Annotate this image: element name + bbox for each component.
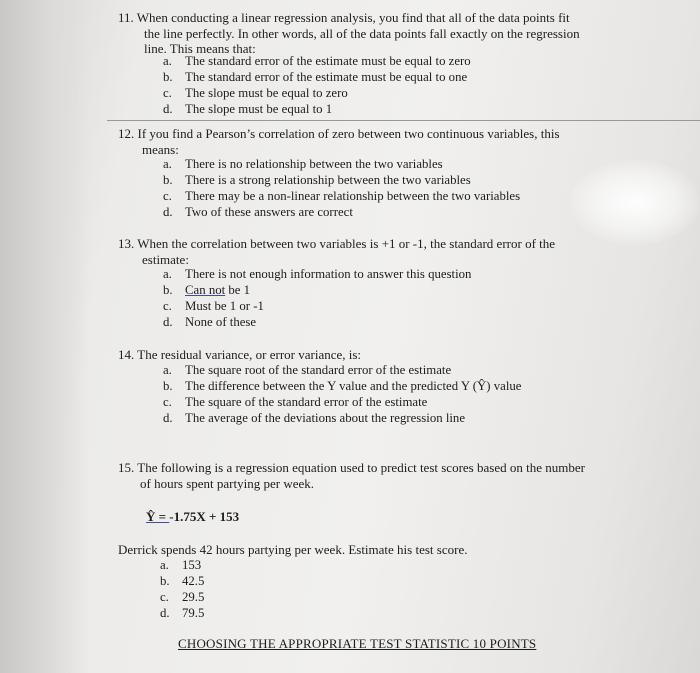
question-11-line-2: the line perfectly. In other words, all of the data points fall exactly on the regression [144,25,580,41]
question-14-options [163,362,521,426]
option-a: a. The standard error of the estimate must be equal to zero [163,54,471,68]
question-11-options [163,53,471,117]
regression-equation: Ŷ = -1.75X + 153 [146,509,240,524]
question-12-stem [118,126,560,157]
question-12-options [163,156,520,220]
page-fold-line [107,120,700,121]
question-11-stem [118,10,580,57]
option-b: b. The difference between the Y value and the predicted Y (Ŷ) value [163,379,522,393]
option-a: a. 153 [160,558,202,572]
option-c: c. The slope must be equal to zero [163,86,348,100]
question-15-stem [118,460,585,491]
option-b: b. 42.5 [160,574,205,588]
question-13-options [163,266,471,330]
question-11-line-3: line. This means that: [144,41,256,56]
option-d: d. Two of these answers are correct [163,205,353,219]
option-b: b. The standard error of the estimate must be equal to one [163,70,468,84]
page-shadow [0,0,90,673]
question-15-line-2: of hours spent partying per week. [140,475,315,491]
option-c: c. 29.5 [160,590,205,604]
option-c: c. Must be 1 or -1 [163,299,264,313]
option-d: d. None of these [163,315,257,329]
question-13-line-1: 13. When the correlation between two variables is +1 or -1, the standard error of the [118,236,556,251]
option-d: d. The average of the deviations about the regression line [163,411,466,425]
option-c: c. The square of the standard error of the estimate [163,395,428,409]
option-d: d. 79.5 [160,606,205,620]
question-15-options [160,557,204,621]
question-14-stem [118,347,361,363]
question-13-stem [118,236,555,267]
option-b: b. Can not be 1 [163,283,251,297]
option-b: b. There is a strong relationship between the two variables [163,173,471,187]
option-c: c. There may be a non-linear relationship between the two variables [163,189,521,203]
question-12-line-1: 12. If you find a Pearson’s correlation of zero between two continuous variables, this [118,126,560,141]
question-15-followup: Derrick spends 42 hours partying per week. Estimate his test score. [118,542,468,557]
question-15-line-1: 15. The following is a regression equation used to predict test scores based on the number [118,460,585,475]
option-d: d. The slope must be equal to 1 [163,102,333,116]
question-14-line-1: 14. The residual variance, or error variance, is: [118,347,362,362]
option-a: a. There is not enough information to answer this question [163,267,472,281]
question-12-line-2: means: [142,141,179,157]
option-a: a. The square root of the standard error of the estimate [163,363,452,377]
section-heading: CHOOSING THE APPROPRIATE TEST STATISTIC 10 POINTS [178,636,537,651]
option-a: a. There is no relationship between the two variables [163,157,443,171]
light-glare [570,160,700,245]
question-13-line-2: estimate: [142,251,189,267]
question-11-line-1: 11. When conducting a linear regression analysis, you find that all of the data points fit [118,10,570,25]
